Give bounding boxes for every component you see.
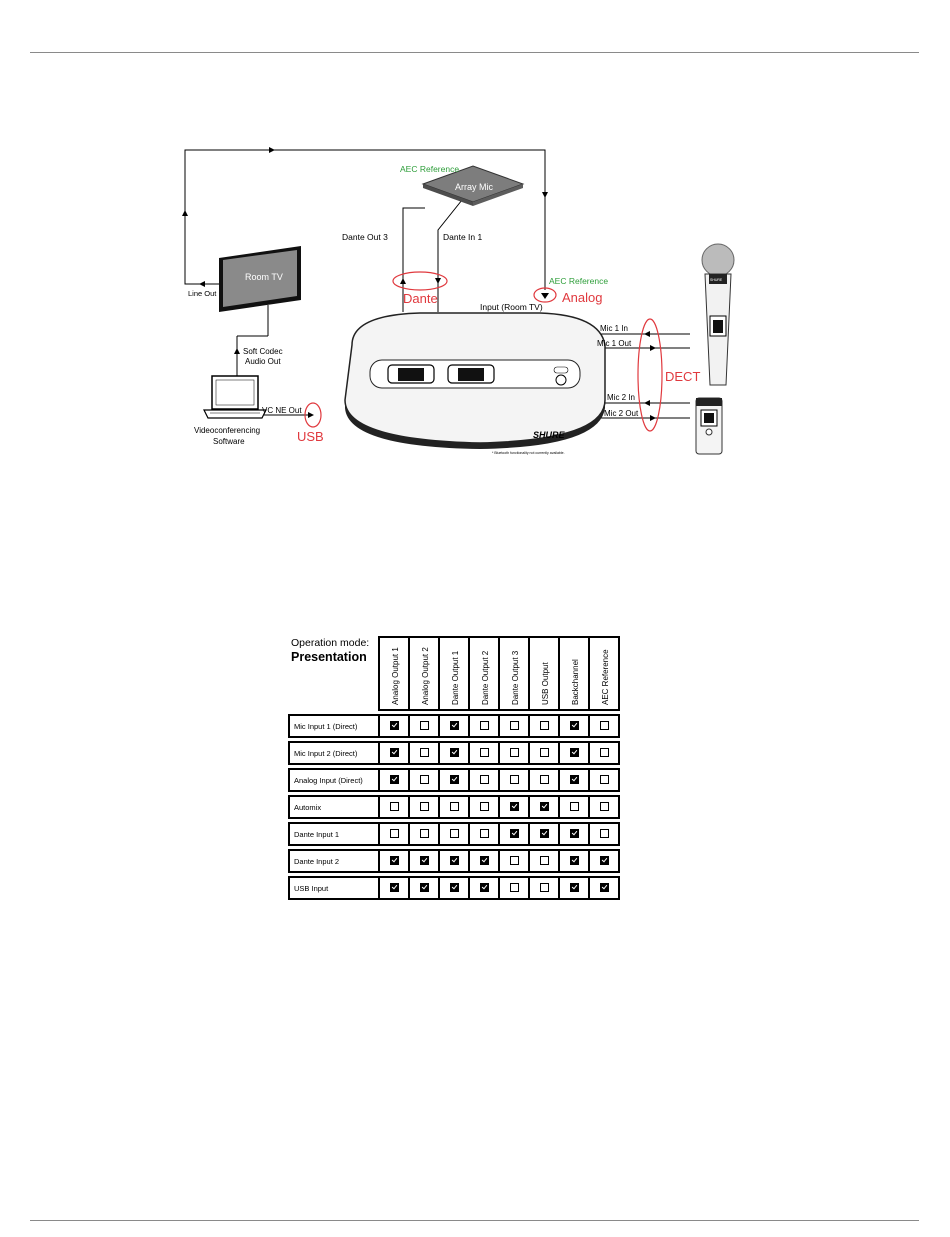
matrix-cell: [469, 742, 499, 764]
checked-box-icon: [450, 748, 459, 757]
checked-box-icon: [570, 883, 579, 892]
unchecked-box-icon: [390, 802, 399, 811]
matrix-row: [289, 796, 619, 818]
matrix-cell: [529, 850, 559, 872]
unchecked-box-icon: [480, 721, 489, 730]
unchecked-box-icon: [450, 829, 459, 838]
unchecked-box-icon: [480, 775, 489, 784]
matrix-cell: [469, 796, 499, 818]
column-header-label: Analog Output 2: [421, 647, 430, 705]
matrix-cell: [439, 823, 469, 845]
matrix-cell: [439, 877, 469, 899]
matrix-cell: [559, 796, 589, 818]
checked-box-icon: [450, 721, 459, 730]
unchecked-box-icon: [420, 802, 429, 811]
checked-box-icon: [450, 883, 459, 892]
checked-box-icon: [570, 748, 579, 757]
matrix-cell: [589, 796, 619, 818]
matrix-cell: [529, 823, 559, 845]
checked-box-icon: [480, 883, 489, 892]
matrix-cell: [379, 742, 409, 764]
soft-codec-label-line1: Soft Codec: [243, 347, 283, 356]
column-header-label: Dante Output 1: [451, 650, 460, 705]
matrix-cell: [379, 769, 409, 791]
shure-conference-device-icon: [345, 313, 605, 449]
input-room-tv-label: Input (Room TV): [480, 302, 543, 312]
column-header-label: USB Output: [541, 662, 550, 705]
matrix-cell: [409, 769, 439, 791]
matrix-cell: [559, 742, 589, 764]
unchecked-box-icon: [420, 748, 429, 757]
device-footnote: * Bluetooth functionality not currently available.: [492, 451, 565, 455]
operation-mode-label: Operation mode:: [291, 637, 370, 649]
unchecked-box-icon: [480, 802, 489, 811]
checked-box-icon: [540, 829, 549, 838]
matrix-cell: [409, 796, 439, 818]
matrix-cell: [379, 823, 409, 845]
matrix-cell: [469, 769, 499, 791]
mic-1-out-label: Mic 1 Out: [597, 339, 632, 348]
row-label: USB Input: [289, 877, 379, 899]
unchecked-box-icon: [420, 721, 429, 730]
matrix-cell: [529, 877, 559, 899]
unchecked-box-icon: [540, 748, 549, 757]
column-header-label: Analog Output 1: [391, 647, 400, 705]
matrix-cell: [499, 769, 529, 791]
matrix-cell: [589, 823, 619, 845]
unchecked-box-icon: [420, 775, 429, 784]
dante-in-1-label: Dante In 1: [443, 232, 483, 242]
matrix-cell: [469, 715, 499, 737]
unchecked-box-icon: [480, 748, 489, 757]
checked-box-icon: [450, 775, 459, 784]
routing-matrix: [288, 636, 620, 900]
unchecked-box-icon: [540, 775, 549, 784]
matrix-cell: [499, 877, 529, 899]
matrix-cell: [589, 715, 619, 737]
dante-callout: Dante: [403, 291, 438, 306]
matrix-row: [289, 877, 619, 899]
checked-box-icon: [600, 883, 609, 892]
unchecked-box-icon: [510, 775, 519, 784]
checked-box-icon: [480, 856, 489, 865]
matrix-row: [289, 769, 619, 791]
matrix-cell: [409, 715, 439, 737]
column-header-label: AEC Reference: [601, 649, 610, 705]
matrix-corner: [289, 637, 379, 710]
matrix-row: [289, 742, 619, 764]
column-header-label: Dante Output 3: [511, 650, 520, 705]
matrix-cell: [529, 715, 559, 737]
unchecked-box-icon: [510, 883, 519, 892]
matrix-cell: [559, 823, 589, 845]
dect-callout: DECT: [665, 369, 701, 384]
matrix-cell: [589, 742, 619, 764]
matrix-cell: [409, 850, 439, 872]
matrix-cell: [589, 850, 619, 872]
matrix-cell: [409, 877, 439, 899]
column-header: [379, 637, 409, 710]
row-label: Analog Input (Direct): [289, 769, 379, 791]
handheld-mic-icon: [702, 244, 734, 385]
device-brand: SHURE: [533, 430, 565, 440]
column-header: [409, 637, 439, 710]
checked-box-icon: [510, 802, 519, 811]
row-label: Automix: [289, 796, 379, 818]
operation-mode-value: Presentation: [291, 650, 367, 664]
unchecked-box-icon: [420, 829, 429, 838]
laptop-icon: [204, 376, 266, 418]
mic-2-out-label: Mic 2 Out: [604, 409, 639, 418]
matrix-cell: [439, 850, 469, 872]
unchecked-box-icon: [450, 802, 459, 811]
checked-box-icon: [570, 775, 579, 784]
unchecked-box-icon: [600, 829, 609, 838]
unchecked-box-icon: [540, 883, 549, 892]
analog-callout: Analog: [562, 290, 603, 305]
row-label: Mic Input 1 (Direct): [289, 715, 379, 737]
matrix-cell: [379, 796, 409, 818]
column-header: [529, 637, 559, 710]
unchecked-box-icon: [600, 748, 609, 757]
matrix-cell: [469, 850, 499, 872]
unchecked-box-icon: [510, 748, 519, 757]
matrix-cell: [529, 742, 559, 764]
matrix-cell: [379, 850, 409, 872]
matrix-cell: [499, 850, 529, 872]
matrix-cell: [589, 769, 619, 791]
matrix-cell: [409, 823, 439, 845]
matrix-cell: [469, 877, 499, 899]
checked-box-icon: [540, 802, 549, 811]
matrix-cell: [439, 796, 469, 818]
connection-diagram: [0, 0, 950, 470]
matrix-cell: [559, 715, 589, 737]
matrix-cell: [439, 742, 469, 764]
room-tv-label: Room TV: [245, 272, 283, 282]
checked-box-icon: [570, 721, 579, 730]
checked-box-icon: [390, 883, 399, 892]
matrix-cell: [559, 850, 589, 872]
checked-box-icon: [420, 883, 429, 892]
unchecked-box-icon: [510, 856, 519, 865]
aec-reference-top-label: AEC Reference: [400, 164, 460, 174]
matrix-cell: [529, 769, 559, 791]
matrix-cell: [379, 877, 409, 899]
matrix-cell: [559, 877, 589, 899]
line-out-label: Line Out: [188, 289, 217, 298]
unchecked-box-icon: [540, 721, 549, 730]
row-label: Dante Input 2: [289, 850, 379, 872]
usb-callout: USB: [297, 429, 324, 444]
row-label: Dante Input 1: [289, 823, 379, 845]
checked-box-icon: [510, 829, 519, 838]
column-header: [559, 637, 589, 710]
matrix-cell: [439, 715, 469, 737]
array-mic-label: Array Mic: [455, 182, 493, 192]
dante-out-3-label: Dante Out 3: [342, 232, 388, 242]
unchecked-box-icon: [600, 775, 609, 784]
checked-box-icon: [450, 856, 459, 865]
matrix-cell: [469, 823, 499, 845]
matrix-cell: [499, 823, 529, 845]
vc-ne-out-label: VC NE Out: [262, 406, 302, 415]
soft-codec-label-line2: Audio Out: [245, 357, 281, 366]
checked-box-icon: [390, 721, 399, 730]
matrix-cell: [499, 742, 529, 764]
checked-box-icon: [570, 829, 579, 838]
matrix-cell: [589, 877, 619, 899]
unchecked-box-icon: [510, 721, 519, 730]
matrix-cell: [379, 715, 409, 737]
unchecked-box-icon: [390, 829, 399, 838]
column-header: [589, 637, 619, 710]
matrix-cell: [499, 796, 529, 818]
handheld-mic-brand: SHURE: [710, 278, 723, 282]
mic-1-in-label: Mic 1 In: [600, 324, 629, 333]
matrix-cell: [409, 742, 439, 764]
column-header-label: Dante Output 2: [481, 650, 490, 705]
checked-box-icon: [390, 775, 399, 784]
unchecked-box-icon: [600, 721, 609, 730]
unchecked-box-icon: [540, 856, 549, 865]
checked-box-icon: [570, 856, 579, 865]
matrix-row: [289, 715, 619, 737]
row-label: Mic Input 2 (Direct): [289, 742, 379, 764]
column-header: [439, 637, 469, 710]
matrix-cell: [529, 796, 559, 818]
bodypack-transmitter-icon: [696, 398, 722, 454]
bottom-rule: [30, 1220, 919, 1221]
matrix-cell: [439, 769, 469, 791]
checked-box-icon: [420, 856, 429, 865]
checked-box-icon: [390, 856, 399, 865]
column-header: [499, 637, 529, 710]
unchecked-box-icon: [600, 802, 609, 811]
checked-box-icon: [600, 856, 609, 865]
matrix-cell: [559, 769, 589, 791]
unchecked-box-icon: [480, 829, 489, 838]
column-header: [469, 637, 499, 710]
matrix-cell: [499, 715, 529, 737]
column-header-label: Backchannel: [571, 659, 580, 705]
matrix-row: [289, 823, 619, 845]
mic-2-in-label: Mic 2 In: [607, 393, 636, 402]
matrix-row: [289, 850, 619, 872]
checked-box-icon: [390, 748, 399, 757]
unchecked-box-icon: [570, 802, 579, 811]
aec-reference-right-label: AEC Reference: [549, 276, 609, 286]
vc-software-label-line2: Software: [213, 437, 245, 446]
vc-software-label-line1: Videoconferencing: [194, 426, 261, 435]
